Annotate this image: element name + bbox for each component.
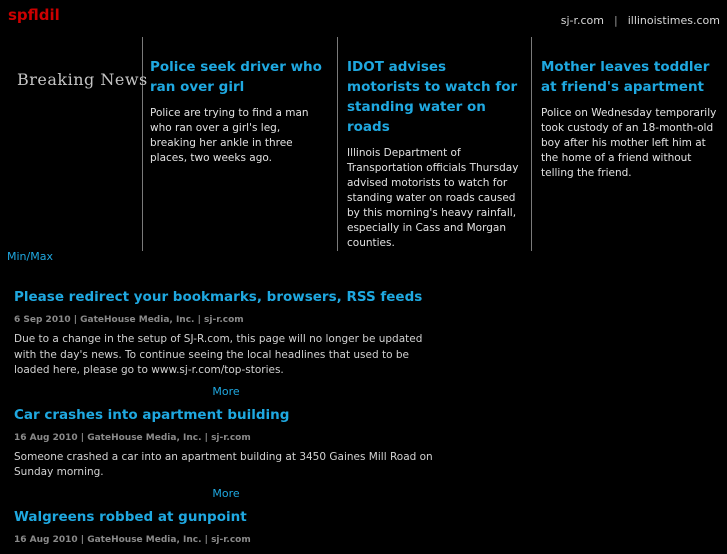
breaking-news-strip [0,37,727,253]
header-separator: | [613,14,618,27]
breaking-item [347,57,521,251]
column-divider [531,37,532,251]
breaking-item-body: Illinois Department of Transportation officials Thursday advised motorists to watch for standing water on roads caused by this morning's heavy rainfall, especially in Cass and Morgan counties. [347,147,519,249]
breaking-item-title[interactable]: Police seek driver who ran over girl [150,59,322,95]
site-logo[interactable]: spfldil [8,6,60,24]
more-link[interactable]: More [212,486,240,500]
breaking-item-body: Police are trying to find a man who ran over a girl's leg, breaking her ankle in three places, two weeks ago. [150,107,309,164]
column-divider [337,37,338,251]
breaking-item-body: Police on Wednesday temporarily took custody of an 18-month-old boy after his mother left him at the home of a friend without telling the friend. [541,107,717,179]
article-title[interactable]: Car crashes into apartment building [14,406,290,423]
article [14,509,438,545]
breaking-item [150,57,326,166]
link-illinoistimes[interactable]: illinoistimes.com [627,14,720,27]
article [14,289,438,398]
breaking-item-title[interactable]: Mother leaves toddler at friend's apartment [541,59,710,95]
article-title[interactable]: Walgreens robbed at gunpoint [14,508,247,525]
minmax-toggle[interactable]: Min/Max [7,250,53,263]
article-meta: 16 Aug 2010 | GateHouse Media, Inc. | sj-r.com [14,432,251,443]
breaking-item [541,57,721,181]
more-link[interactable]: More [212,384,240,398]
article-list [14,289,438,554]
article-meta: 16 Aug 2010 | GateHouse Media, Inc. | sj-r.com [14,534,251,545]
article-body: Due to a change in the setup of SJ-R.com, this page will no longer be updated with the day's news. To continue seeing the local headlines that used to be loaded here, please go to www.sj-r.com/top-stories. [14,333,423,376]
article-body: Someone crashed a car into an apartment building at 3450 Gaines Mill Road on Sunday morning. [14,450,433,478]
breaking-item-title[interactable]: IDOT advises motorists to watch for standing water on roads [347,59,518,135]
link-sjr[interactable]: sj-r.com [560,14,604,27]
article-meta: 6 Sep 2010 | GateHouse Media, Inc. | sj-r.com [14,315,244,325]
breaking-news-label: Breaking News [17,70,148,89]
article-title[interactable]: Please redirect your bookmarks, browsers, RSS feeds [14,289,423,305]
article [14,407,438,500]
header-links [561,14,720,27]
